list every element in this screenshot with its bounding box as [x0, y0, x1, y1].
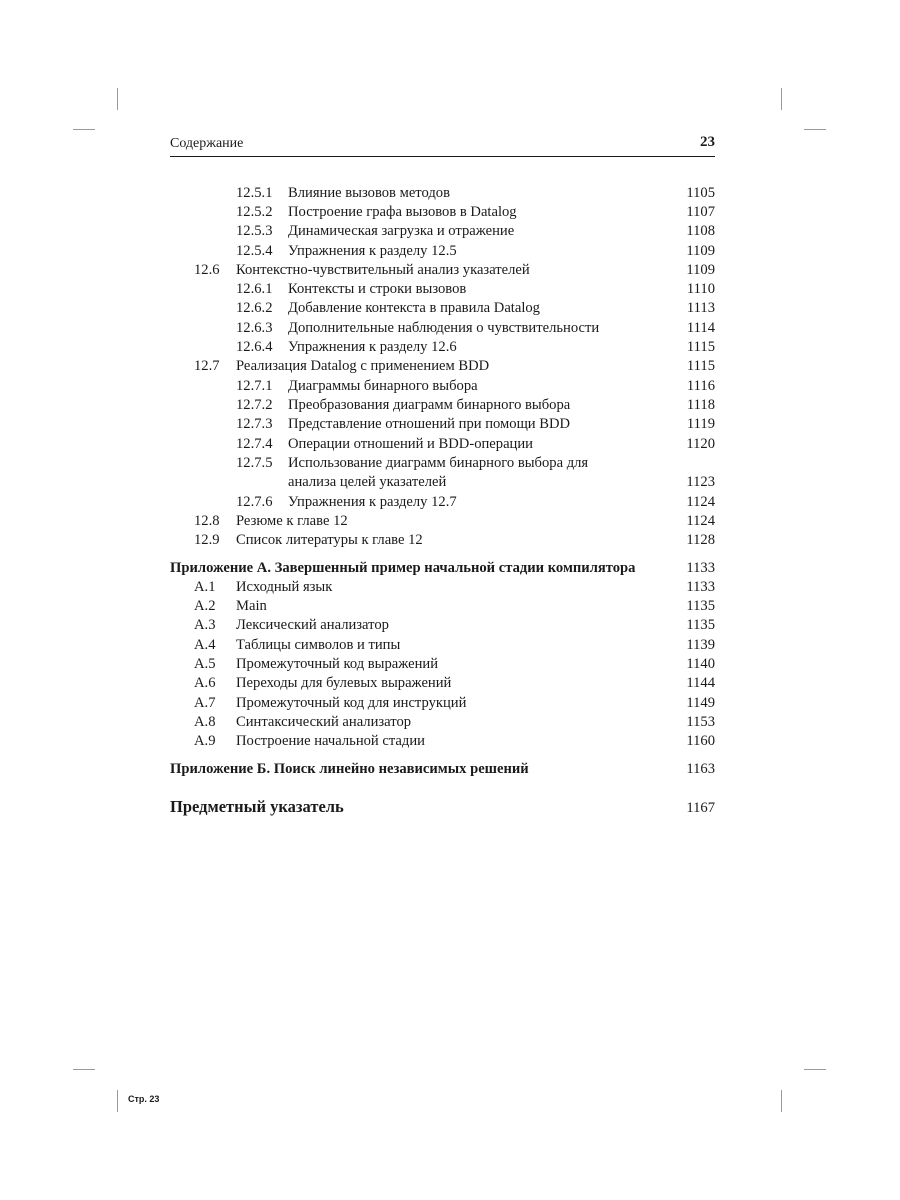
- entry-title: Диаграммы бинарного выбора: [288, 378, 478, 394]
- entry-number: A.6: [194, 675, 216, 691]
- entry-title: анализа целей указателей: [288, 474, 447, 490]
- entry-page: 1133: [686, 579, 715, 595]
- entry-page: 1160: [686, 733, 715, 749]
- running-header: [170, 134, 715, 157]
- entry-page: 1119: [686, 416, 715, 432]
- entry-page: 1135: [686, 598, 715, 614]
- entry-title: Промежуточный код выражений: [236, 656, 439, 672]
- entry-page: 1144: [686, 675, 715, 691]
- crop-mark: [781, 1090, 782, 1112]
- entry-page: 1115: [686, 358, 715, 374]
- entry-number: 12.7: [194, 358, 220, 374]
- entry-title: Операции отношений и BDD-операции: [288, 436, 533, 452]
- entry-number: A.7: [194, 695, 216, 711]
- entry-title: Построение графа вызовов в Datalog: [288, 204, 517, 220]
- entry-number: A.2: [194, 598, 216, 614]
- entry-page: 1105: [686, 185, 715, 201]
- entry-page: 1120: [686, 436, 715, 452]
- entry-page: 1109: [686, 243, 715, 259]
- entry-page: 1133: [686, 560, 715, 576]
- entry-title: Упражнения к разделу 12.6: [288, 339, 457, 355]
- entry-title: Приложение А. Завершенный пример начальной стадии компилятора: [170, 560, 636, 576]
- entry-number: A.3: [194, 617, 216, 633]
- crop-mark: [804, 129, 826, 130]
- entry-number: 12.5.2: [236, 204, 273, 220]
- entry-number: 12.9: [194, 532, 220, 548]
- entry-page: 1109: [686, 262, 715, 278]
- entry-number: 12.6.1: [236, 281, 273, 297]
- entry-title: Синтаксический анализатор: [236, 714, 412, 730]
- entry-number: 12.7.4: [236, 436, 273, 452]
- entry-title: Таблицы символов и типы: [236, 637, 401, 653]
- entry-number: A.5: [194, 656, 216, 672]
- entry-title: Резюме к главе 12: [236, 513, 348, 529]
- entry-title: Предметный указатель: [170, 797, 344, 816]
- entry-title: Main: [236, 598, 267, 614]
- entry-title: Динамическая загрузка и отражение: [288, 223, 515, 239]
- entry-page: 1149: [686, 695, 715, 711]
- entry-title: Упражнения к разделу 12.7: [288, 494, 457, 510]
- entry-page: 1124: [686, 494, 715, 510]
- entry-number: 12.7.6: [236, 494, 273, 510]
- entry-title: Упражнения к разделу 12.5: [288, 243, 457, 259]
- crop-mark: [117, 1090, 118, 1112]
- header-page-number: 23: [700, 134, 715, 150]
- entry-title: Построение начальной стадии: [236, 733, 425, 749]
- entry-title: Влияние вызовов методов: [288, 185, 450, 201]
- entry-number: 12.7.3: [236, 416, 273, 432]
- entry-title: Использование диаграмм бинарного выбора для: [288, 455, 589, 471]
- entry-page: 1124: [686, 513, 715, 529]
- entry-number: A.9: [194, 733, 216, 749]
- entry-page: 1113: [686, 300, 715, 316]
- entry-number: 12.7.5: [236, 455, 273, 471]
- entry-number: 12.6: [194, 262, 220, 278]
- entry-number: 12.7.1: [236, 378, 273, 394]
- entry-title: Список литературы к главе 12: [236, 532, 423, 548]
- crop-mark: [73, 129, 95, 130]
- crop-mark: [73, 1069, 95, 1070]
- header-title: Содержание: [170, 136, 244, 151]
- entry-page: 1163: [686, 761, 715, 777]
- entry-number: A.4: [194, 637, 216, 653]
- entry-title: Преобразования диаграмм бинарного выбора: [288, 397, 571, 413]
- crop-mark: [804, 1069, 826, 1070]
- entry-page: 1139: [686, 637, 715, 653]
- entry-page: 1153: [686, 714, 715, 730]
- entry-number: 12.5.3: [236, 223, 273, 239]
- entry-title: Добавление контекста в правила Datalog: [288, 300, 540, 316]
- entry-number: 12.7.2: [236, 397, 273, 413]
- entry-title: Реализация Datalog с применением BDD: [236, 358, 490, 374]
- entry-title: Лексический анализатор: [236, 617, 389, 633]
- crop-mark: [781, 88, 782, 110]
- entry-title: Контекстно-чувствительный анализ указателей: [236, 262, 530, 278]
- entry-number: A.8: [194, 714, 216, 730]
- entry-title: Исходный язык: [236, 579, 333, 595]
- entry-page: 1108: [686, 223, 715, 239]
- entry-page: 1115: [686, 339, 715, 355]
- entry-title: Контексты и строки вызовов: [288, 281, 467, 297]
- entry-page: 1135: [686, 617, 715, 633]
- entry-page: 1118: [686, 397, 715, 413]
- entry-title: Представление отношений при помощи BDD: [288, 416, 571, 432]
- crop-mark: [117, 88, 118, 110]
- entry-title: Дополнительные наблюдения о чувствительности: [288, 320, 600, 336]
- entry-page: 1114: [686, 320, 715, 336]
- entry-number: 12.5.4: [236, 243, 273, 259]
- entry-number: A.1: [194, 579, 216, 595]
- entry-number: 12.6.3: [236, 320, 273, 336]
- entry-page: 1116: [686, 378, 715, 394]
- entry-number: 12.6.2: [236, 300, 273, 316]
- entry-number: 12.6.4: [236, 339, 273, 355]
- entry-title: Промежуточный код для инструкций: [236, 695, 467, 711]
- entry-page: 1110: [686, 281, 715, 297]
- entry-page: 1123: [686, 474, 715, 490]
- footer-page-label: Стр. 23: [128, 1094, 160, 1104]
- entry-page: 1107: [686, 204, 715, 220]
- entry-page: 1140: [686, 656, 715, 672]
- entry-number: 12.5.1: [236, 185, 273, 201]
- entry-title: Переходы для булевых выражений: [236, 675, 452, 691]
- entry-title: Приложение Б. Поиск линейно независимых решений: [170, 761, 529, 777]
- entry-page: 1128: [686, 532, 715, 548]
- entry-number: 12.8: [194, 513, 220, 529]
- entry-page: 1167: [686, 800, 715, 816]
